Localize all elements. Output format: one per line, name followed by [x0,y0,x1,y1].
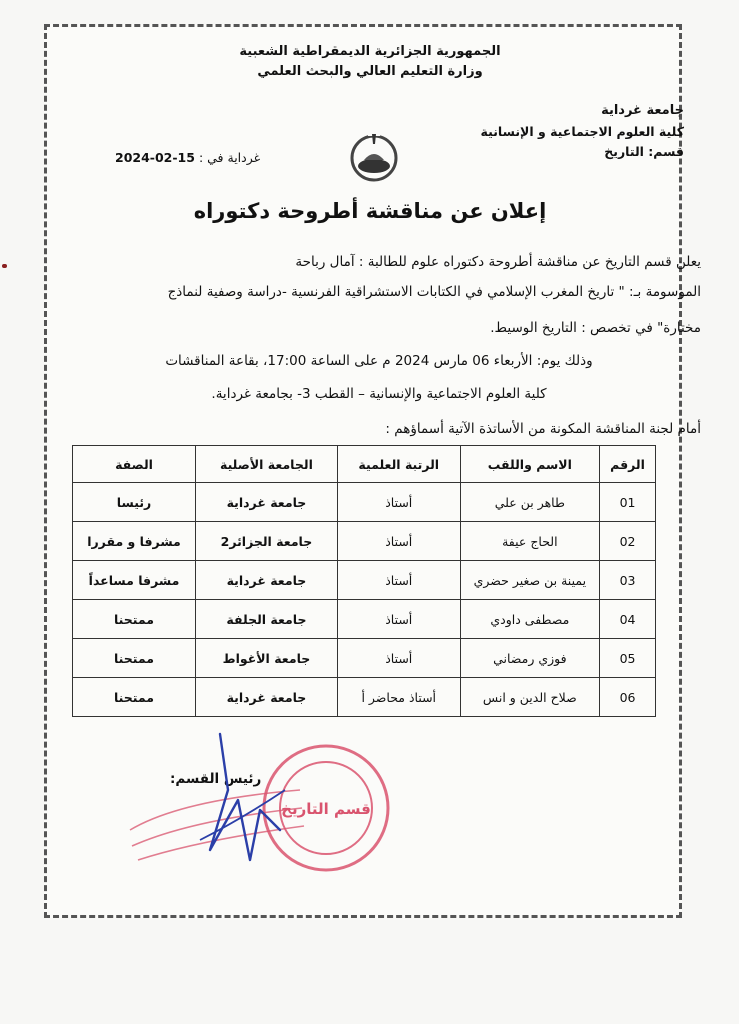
table-row [73,561,656,600]
republic-heading: الجمهورية الجزائرية الديمقراطية الشعبية [239,44,501,59]
cell-rank: أستاذ [337,522,460,561]
announcement-line-4: وذلك يوم: الأربعاء 06 مارس 2024 م على الساعة 17:00، بقاعة المناقشات [165,353,593,369]
cell-name: الحاج عيفة [460,522,599,561]
cell-university: جامعة غرداية [196,561,338,600]
cell-number: 04 [600,600,656,639]
date-value: 2024-02-15 [115,150,195,165]
header-rank: الرتبة العلمية [337,446,460,483]
announcement-line-6: أمام لجنة المناقشة المكونة من الأساتذة الآتية أسماؤهم : [385,421,701,437]
table-row [73,522,656,561]
cell-number: 05 [600,639,656,678]
cell-role: ممتحنا [73,639,196,678]
cell-university: جامعة غرداية [196,483,338,522]
cell-number: 02 [600,522,656,561]
cell-university: جامعة الأغواط [196,639,338,678]
date-line [115,150,260,165]
cell-number: 01 [600,483,656,522]
cell-university: جامعة غرداية [196,678,338,717]
cell-rank: أستاذ [337,561,460,600]
header-name: الاسم واللقب [460,446,599,483]
cell-number: 06 [600,678,656,717]
table-row [73,483,656,522]
cell-role: مشرفا مساعداً [73,561,196,600]
cell-university: جامعة الجزائر2 [196,522,338,561]
cell-name: يمينة بن صغير حضري [460,561,599,600]
signature-icon [190,730,290,880]
cell-role: ممتحنا [73,678,196,717]
cell-university: جامعة الجلفة [196,600,338,639]
ministry-heading: وزارة التعليم العالي والبحث العلمي [257,64,483,79]
table-row [73,678,656,717]
jury-table [72,445,656,717]
cell-rank: أستاذ [337,483,460,522]
stamp-text: قسم التاريخ [281,800,371,818]
cell-role: مشرفا و مقررا [73,522,196,561]
cell-rank: أستاذ [337,600,460,639]
announcement-line-5: كلية العلوم الاجتماعية والإنسانية – القطب 3- بجامعة غرداية. [211,386,547,402]
department-name: قسم: التاريخ [604,144,684,159]
cell-name: مصطفى داودي [460,600,599,639]
cell-role: ممتحنا [73,600,196,639]
table-header-row [73,446,656,483]
header-university: الجامعة الأصلية [196,446,338,483]
table-row [73,600,656,639]
header-number: الرقم [600,446,656,483]
date-label: غرداية في : [198,150,261,165]
announcement-line-2: الموسومة بـ: " تاريخ المغرب الإسلامي في الكتابات الاستشراقية الفرنسية -دراسة وصفية لنماذج [167,284,701,300]
cell-rank: أستاذ [337,639,460,678]
cell-rank: أستاذ محاضر أ [337,678,460,717]
page-title: إعلان عن مناقشة أطروحة دكتوراه [193,199,547,223]
department-head-label: رئيس القسم: [170,771,262,787]
cell-name: صلاح الدين و انس [460,678,599,717]
table-row [73,639,656,678]
margin-mark [2,264,7,268]
cell-name: فوزي رمضاني [460,639,599,678]
cell-role: رئيسا [73,483,196,522]
announcement-line-3: مختارة" في تخصص : التاريخ الوسيط. [490,320,701,336]
university-emblem-icon [346,128,402,184]
university-name: جامعة غرداية [601,103,684,118]
header-role: الصفة [73,446,196,483]
cell-number: 03 [600,561,656,600]
cell-name: طاهر بن علي [460,483,599,522]
faculty-name: كلية العلوم الاجتماعية و الإنسانية [480,124,684,139]
announcement-line-1: يعلن قسم التاريخ عن مناقشة أطروحة دكتوراه علوم للطالبة : آمال رباحة [295,254,701,270]
